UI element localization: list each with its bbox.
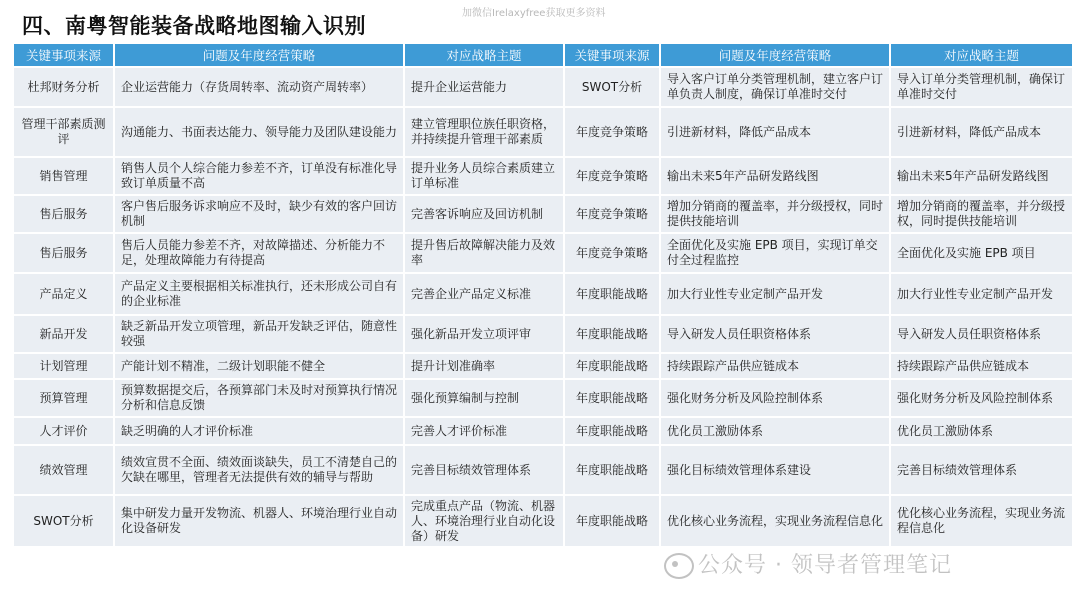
cell-strategy-right: 引进新材料，降低产品成本	[660, 107, 890, 157]
cell-strategy-right: 加大行业性专业定制产品开发	[660, 273, 890, 315]
table-row	[13, 233, 1073, 273]
cell-source-right: 年度职能战略	[564, 315, 660, 353]
cell-theme-left: 完善企业产品定义标准	[404, 273, 564, 315]
cell-source-right: 年度职能战略	[564, 495, 660, 547]
cell-strategy-right: 增加分销商的覆盖率，并分级授权，同时提供技能培训	[660, 195, 890, 233]
cell-strategy-right: 优化核心业务流程，实现业务流程信息化	[660, 495, 890, 547]
page-title: 四、南粤智能装备战略地图输入识别	[22, 14, 366, 38]
table-row	[13, 315, 1073, 353]
cell-source-right: 年度竞争策略	[564, 107, 660, 157]
table-row	[13, 67, 1073, 107]
wechat-icon	[664, 553, 694, 579]
header-source-left: 关键事项来源	[13, 43, 114, 67]
table-row	[13, 445, 1073, 495]
cell-strategy-left: 集中研发力量开发物流、机器人、环境治理行业自动化设备研发	[114, 495, 404, 547]
strategy-table	[12, 42, 1074, 548]
cell-theme-right: 导入研发人员任职资格体系	[890, 315, 1073, 353]
watermark-top: 加微信Irelaxyfree获取更多资料	[462, 8, 606, 19]
cell-source-right: 年度竞争策略	[564, 195, 660, 233]
cell-strategy-left: 销售人员个人综合能力参差不齐，订单没有标准化导致订单质量不高	[114, 157, 404, 195]
table-row	[13, 157, 1073, 195]
table-row	[13, 195, 1073, 233]
cell-theme-left: 提升业务人员综合素质建立订单标准	[404, 157, 564, 195]
cell-theme-left: 完成重点产品（物流、机器人、环境治理行业自动化设备）研发	[404, 495, 564, 547]
cell-theme-left: 完善目标绩效管理体系	[404, 445, 564, 495]
watermark-bottom	[664, 548, 952, 579]
cell-strategy-left: 企业运营能力（存货周转率、流动资产周转率）	[114, 67, 404, 107]
cell-strategy-right: 全面优化及实施 EPB 项目，实现订单交付全过程监控	[660, 233, 890, 273]
cell-source-right: 年度职能战略	[564, 273, 660, 315]
cell-theme-left: 提升计划准确率	[404, 353, 564, 379]
cell-source-left: 新品开发	[13, 315, 114, 353]
cell-source-left: 人才评价	[13, 417, 114, 445]
cell-source-left: 绩效管理	[13, 445, 114, 495]
watermark-bottom-text: 公众号 · 领导者管理笔记	[698, 553, 952, 578]
cell-theme-right: 加大行业性专业定制产品开发	[890, 273, 1073, 315]
table-row	[13, 495, 1073, 547]
cell-theme-left: 提升企业运营能力	[404, 67, 564, 107]
cell-theme-right: 优化核心业务流程，实现业务流程信息化	[890, 495, 1073, 547]
cell-source-left: 预算管理	[13, 379, 114, 417]
cell-strategy-left: 预算数据提交后，各预算部门未及时对预算执行情况分析和信息反馈	[114, 379, 404, 417]
cell-source-right: 年度职能战略	[564, 379, 660, 417]
cell-theme-left: 提升售后故障解决能力及效率	[404, 233, 564, 273]
header-theme-left: 对应战略主题	[404, 43, 564, 67]
cell-theme-left: 完善人才评价标准	[404, 417, 564, 445]
cell-strategy-left: 产品定义主要根据相关标准执行，还未形成公司自有的企业标准	[114, 273, 404, 315]
cell-strategy-right: 优化员工激励体系	[660, 417, 890, 445]
cell-strategy-right: 强化财务分析及风险控制体系	[660, 379, 890, 417]
table-header-row	[13, 43, 1073, 67]
cell-theme-right: 完善目标绩效管理体系	[890, 445, 1073, 495]
cell-strategy-right: 导入研发人员任职资格体系	[660, 315, 890, 353]
table-row	[13, 379, 1073, 417]
cell-strategy-right: 导入客户订单分类管理机制，建立客户订单负责人制度，确保订单准时交付	[660, 67, 890, 107]
cell-theme-right: 优化员工激励体系	[890, 417, 1073, 445]
table-row	[13, 107, 1073, 157]
cell-source-right: 年度职能战略	[564, 445, 660, 495]
cell-source-left: 产品定义	[13, 273, 114, 315]
cell-theme-left: 强化新品开发立项评审	[404, 315, 564, 353]
cell-theme-left: 完善客诉响应及回访机制	[404, 195, 564, 233]
table-row	[13, 353, 1073, 379]
cell-theme-right: 输出未来5年产品研发路线图	[890, 157, 1073, 195]
cell-source-left: 管理干部素质测评	[13, 107, 114, 157]
cell-strategy-right: 持续跟踪产品供应链成本	[660, 353, 890, 379]
cell-theme-right: 全面优化及实施 EPB 项目	[890, 233, 1073, 273]
cell-strategy-left: 客户售后服务诉求响应不及时，缺少有效的客户回访机制	[114, 195, 404, 233]
header-strategy-right: 问题及年度经营策略	[660, 43, 890, 67]
header-source-right: 关键事项来源	[564, 43, 660, 67]
cell-theme-right: 导入订单分类管理机制，确保订单准时交付	[890, 67, 1073, 107]
cell-strategy-right: 输出未来5年产品研发路线图	[660, 157, 890, 195]
cell-source-right: 年度职能战略	[564, 417, 660, 445]
cell-strategy-right: 强化目标绩效管理体系建设	[660, 445, 890, 495]
cell-strategy-left: 售后人员能力参差不齐，对故障描述、分析能力不足，处理故障能力有待提高	[114, 233, 404, 273]
cell-theme-right: 引进新材料，降低产品成本	[890, 107, 1073, 157]
cell-theme-right: 持续跟踪产品供应链成本	[890, 353, 1073, 379]
cell-source-left: 售后服务	[13, 195, 114, 233]
header-strategy-left: 问题及年度经营策略	[114, 43, 404, 67]
cell-source-left: 销售管理	[13, 157, 114, 195]
cell-source-left: 计划管理	[13, 353, 114, 379]
cell-source-right: 年度竞争策略	[564, 233, 660, 273]
cell-strategy-left: 产能计划不精准，二级计划职能不健全	[114, 353, 404, 379]
strategy-table-container	[12, 42, 1072, 548]
cell-source-left: SWOT分析	[13, 495, 114, 547]
table-row	[13, 417, 1073, 445]
cell-strategy-left: 沟通能力、书面表达能力、领导能力及团队建设能力	[114, 107, 404, 157]
cell-strategy-left: 绩效宣贯不全面、绩效面谈缺失，员工不清楚自己的欠缺在哪里，管理者无法提供有效的辅导与帮助	[114, 445, 404, 495]
cell-theme-left: 建立管理职位族任职资格，并持续提升管理干部素质	[404, 107, 564, 157]
cell-strategy-left: 缺乏明确的人才评价标准	[114, 417, 404, 445]
table-row	[13, 273, 1073, 315]
cell-theme-right: 增加分销商的覆盖率，并分级授权，同时提供技能培训	[890, 195, 1073, 233]
cell-source-left: 售后服务	[13, 233, 114, 273]
cell-source-right: SWOT分析	[564, 67, 660, 107]
cell-theme-right: 强化财务分析及风险控制体系	[890, 379, 1073, 417]
cell-theme-left: 强化预算编制与控制	[404, 379, 564, 417]
header-theme-right: 对应战略主题	[890, 43, 1073, 67]
cell-source-right: 年度职能战略	[564, 353, 660, 379]
cell-strategy-left: 缺乏新品开发立项管理，新品开发缺乏评估，随意性较强	[114, 315, 404, 353]
cell-source-left: 杜邦财务分析	[13, 67, 114, 107]
cell-source-right: 年度竞争策略	[564, 157, 660, 195]
